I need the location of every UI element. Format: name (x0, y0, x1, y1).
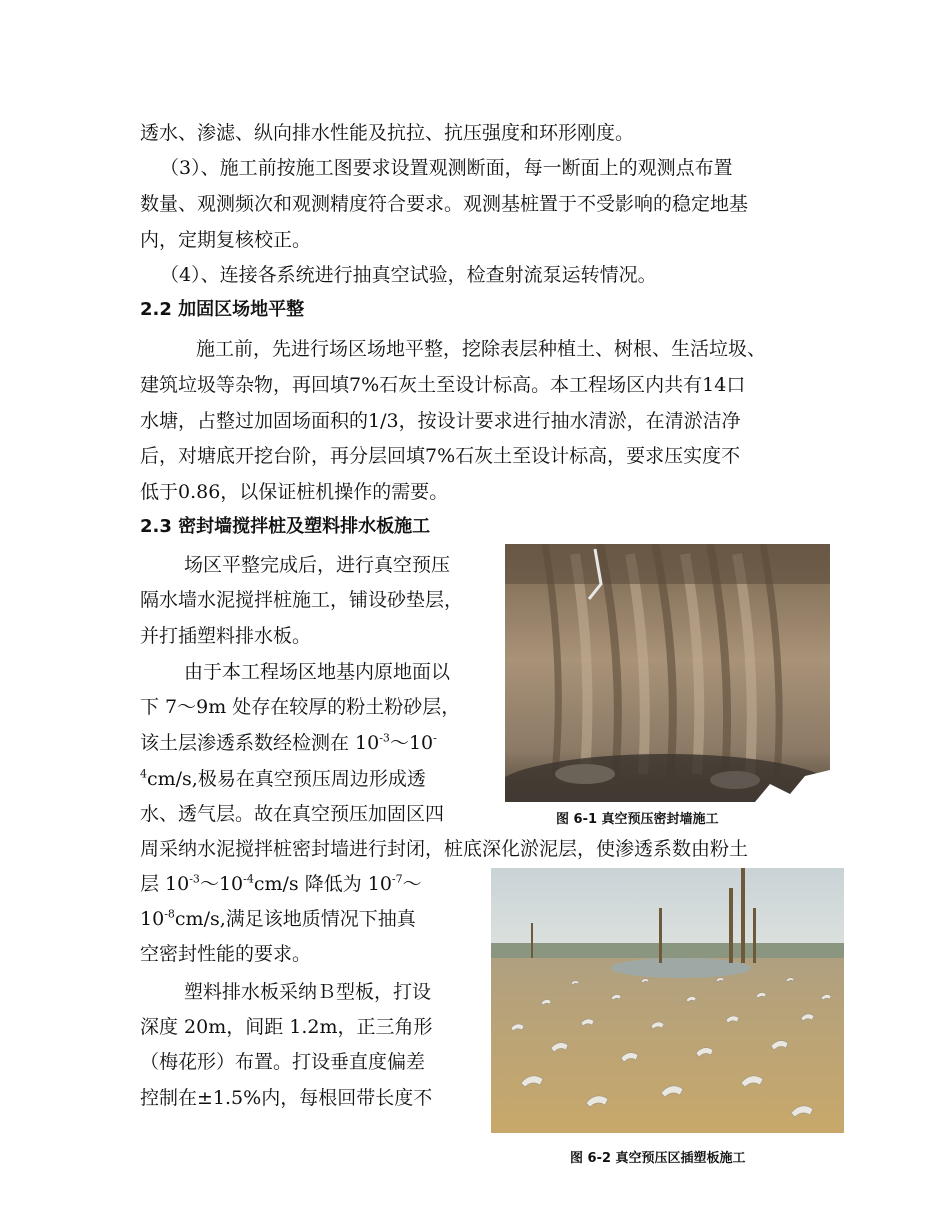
drainage-board-site-image (491, 868, 844, 1133)
text-seg: cm/s 降低为 10 (253, 873, 392, 895)
figure-6-2-photo (491, 868, 844, 1133)
superscript: -4 (243, 872, 254, 886)
soil-wall-image (505, 544, 830, 802)
text-seg: ～10 (389, 732, 434, 754)
text-line: 施工前，先进行场区场地平整，挖除表层种植土、树根、生活垃圾、 (196, 338, 767, 360)
text-line (140, 872, 422, 897)
text-line: 数量、观测频次和观测精度符合要求。观测基桩置于不受影响的稳定地基 (140, 193, 749, 215)
superscript: -3 (379, 731, 390, 745)
text-seg: 层 10 (140, 873, 190, 895)
text-line: （梅花形）布置。打设垂直度偏差 (140, 1051, 426, 1073)
text-line: 深度 20m，间距 1.2m，正三角形 (140, 1016, 433, 1038)
text-seg: cm/s,满足该地质情况下抽真 (174, 908, 416, 930)
text-line: 并打插塑料排水板。 (140, 625, 312, 647)
text-line: 水、透气层。故在真空预压加固区四 (140, 803, 445, 825)
text-seg: ～10 (199, 873, 244, 895)
text-seg: 10 (140, 908, 165, 930)
figure-caption: 图 6-2 真空预压区插塑板施工 (570, 1151, 746, 1166)
text-line: 下 7～9m 处存在较厚的粉土粉砂层， (140, 696, 461, 718)
superscript: -3 (189, 872, 200, 886)
text-line: 空密封性能的要求。 (140, 943, 312, 965)
text-line: 低于0.86，以保证桩机操作的需要。 (140, 481, 449, 503)
text-line: 水塘，占整过加固场面积的1/3，按设计要求进行抽水清淤，在清淤洁净 (140, 410, 741, 432)
text-line: 透水、渗滤、纵向排水性能及抗拉、抗压强度和环形刚度。 (140, 122, 635, 144)
superscript: 4 (140, 767, 147, 781)
figure-caption: 图 6-1 真空预压密封墙施工 (556, 812, 719, 827)
text-line: 场区平整完成后，进行真空预压 (184, 554, 451, 576)
text-line: 控制在±1.5%内，每根回带长度不 (140, 1087, 433, 1109)
text-line: 塑料排水板采纳Ｂ型板，打设 (184, 981, 432, 1003)
text-line: 周采纳水泥搅拌桩密封墙进行封闭，桩底深化淤泥层，使渗透系数由粉土 (140, 838, 749, 860)
text-line (140, 767, 426, 792)
text-line: 隔水墙水泥搅拌桩施工，铺设砂垫层， (140, 589, 464, 611)
section-heading-2-3: 2.3 密封墙搅拌桩及塑料排水板施工 (140, 516, 431, 537)
text-line: 建筑垃圾等杂物，再回填7%石灰土至设计标高。本工程场区内共有14口 (140, 374, 746, 396)
text-line: 由于本工程场区地基内原地面以 (184, 661, 451, 683)
text-seg: cm/s,极易在真空预压周边形成透 (147, 768, 426, 790)
text-line: 内，定期复核校正。 (140, 229, 312, 251)
text-seg: ～ (402, 873, 422, 895)
text-line: 后，对塘底开挖台阶，再分层回填7%石灰土至设计标高，要求压实度不 (140, 445, 741, 467)
superscript: -7 (391, 872, 403, 886)
superscript: -8 (164, 907, 175, 921)
superscript: - (433, 731, 437, 745)
figure-6-1-photo (505, 544, 830, 802)
text-line (140, 907, 416, 932)
text-seg: 该土层渗透系数经检测在 10 (140, 732, 380, 754)
text-line (140, 731, 437, 756)
section-heading-2-2: 2.2 加固区场地平整 (140, 299, 305, 320)
text-line: （3）、施工前按施工图要求设置观测断面，每一断面上的观测点布置 (160, 157, 733, 179)
text-line: （4）、连接各系统进行抽真空试验，检查射流泵运转情况。 (160, 264, 657, 286)
